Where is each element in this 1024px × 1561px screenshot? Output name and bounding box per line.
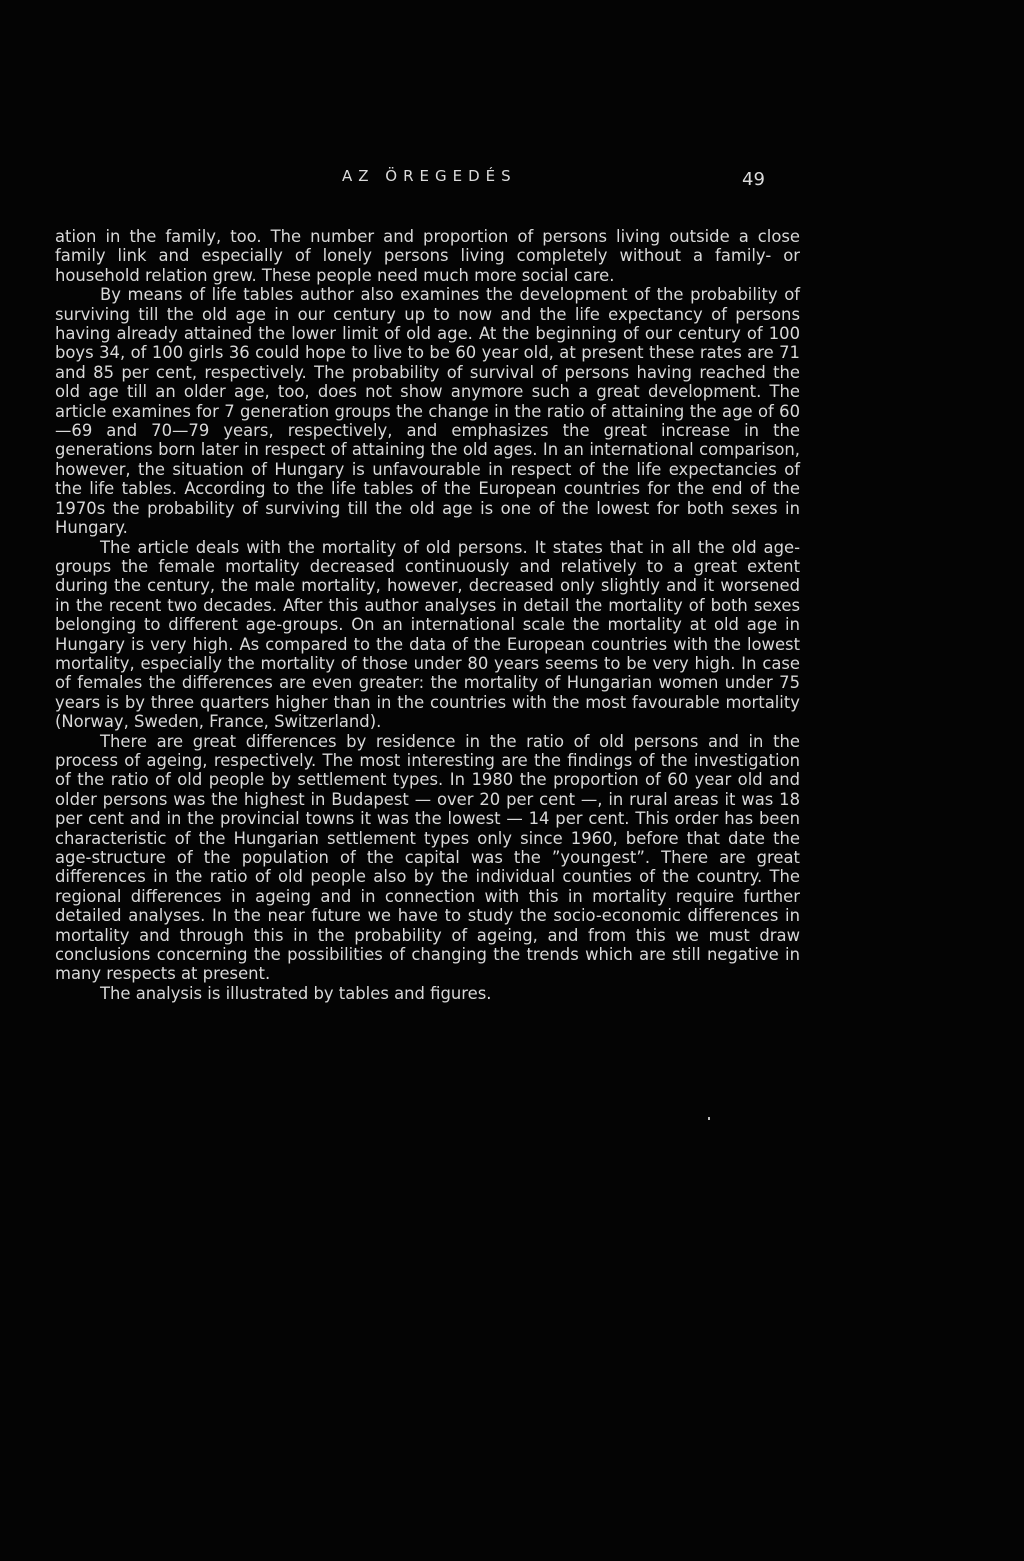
paragraph-life-tables: By means of life tables author also examines the development of the probability of surviving till the old age in our century up to now and the life expectancy of persons having already attained the lower limit of old age. At the beginning of our century of 100 boys 34, of 100 girls 36 could hope to live to be 60 year old, at present these rates are 71 and 85 per cent, respectively. The probability of survival of persons having reached the old age till an older age, too, does not show anymore such a great development. The article examines for 7 generation groups the change in the ratio of attaining the age of 60—69 and 70—79 years, respectively, and emphasizes the great increase in the generations born later in respect of attaining the old ages. In an international comparison, however, the situation of Hungary is unfavourable in respect of the life expectancies of the life tables. According to the life tables of the European countries for the end of the 1970s the probability of surviving till the old age is one of the lowest for both sexes in Hungary. — [55, 285, 800, 538]
paragraph-illustrations: The analysis is illustrated by tables and figures. — [100, 983, 492, 1003]
page-number: 49 — [742, 169, 765, 190]
paragraph-residence: There are great differences by residence in the ratio of old persons and in the process of ageing, respectively. The most interesting are the findings of the investigation of the ratio of old people by settlement types. In 1980 the proportion of 60 year old and older persons was the highest in Budapest — over 20 per cent —, in rural areas it was 18 per cent and in the provincial towns it was the lowest — 14 per cent. This order has been characteristic of the Hungarian settlement types only since 1960, before that date the age-structure of the population of the capital was the ”youngest”. There are great differences in the ratio of old people also by the individual counties of the country. The regional differences in ageing and in connection with this in mortality require further detailed analyses. In the near future we have to study the socio-economic differences in mortality and through this in the probability of ageing, and from this we must draw conclusions concerning the possibilities of changing the trends which are still negative in many respects at present. — [55, 731, 800, 984]
paragraph-continuation: ation in the family, too. The number and proportion of persons living outside a close family link and especially of lonely persons living completely without a family- or household relation grew. These people need much more social care. — [55, 227, 800, 285]
running-title: AZ ÖREGEDÉS — [342, 167, 517, 185]
paragraph-mortality: The article deals with the mortality of old persons. It states that in all the old age-groups the female mortality decreased continuously and relatively to a great extent during the century, the male mortality, however, decreased only slightly and it worsened in the recent two decades. After this author analyses in detail the mortality of both sexes belonging to different age-groups. On an international scale the mortality at old age in Hungary is very high. As compared to the data of the European countries with the lowest mortality, especially the mortality of those under 80 years seems to be very high. In case of females the differences are even greater: the mortality of Hungarian women under 75 years is by three quarters higher than in the countries with the most favourable mortality (Norway, Sweden, France, Switzerland). — [55, 537, 800, 732]
running-head — [0, 167, 1024, 193]
scan-speck — [708, 1117, 710, 1120]
body-text — [55, 227, 800, 1003]
